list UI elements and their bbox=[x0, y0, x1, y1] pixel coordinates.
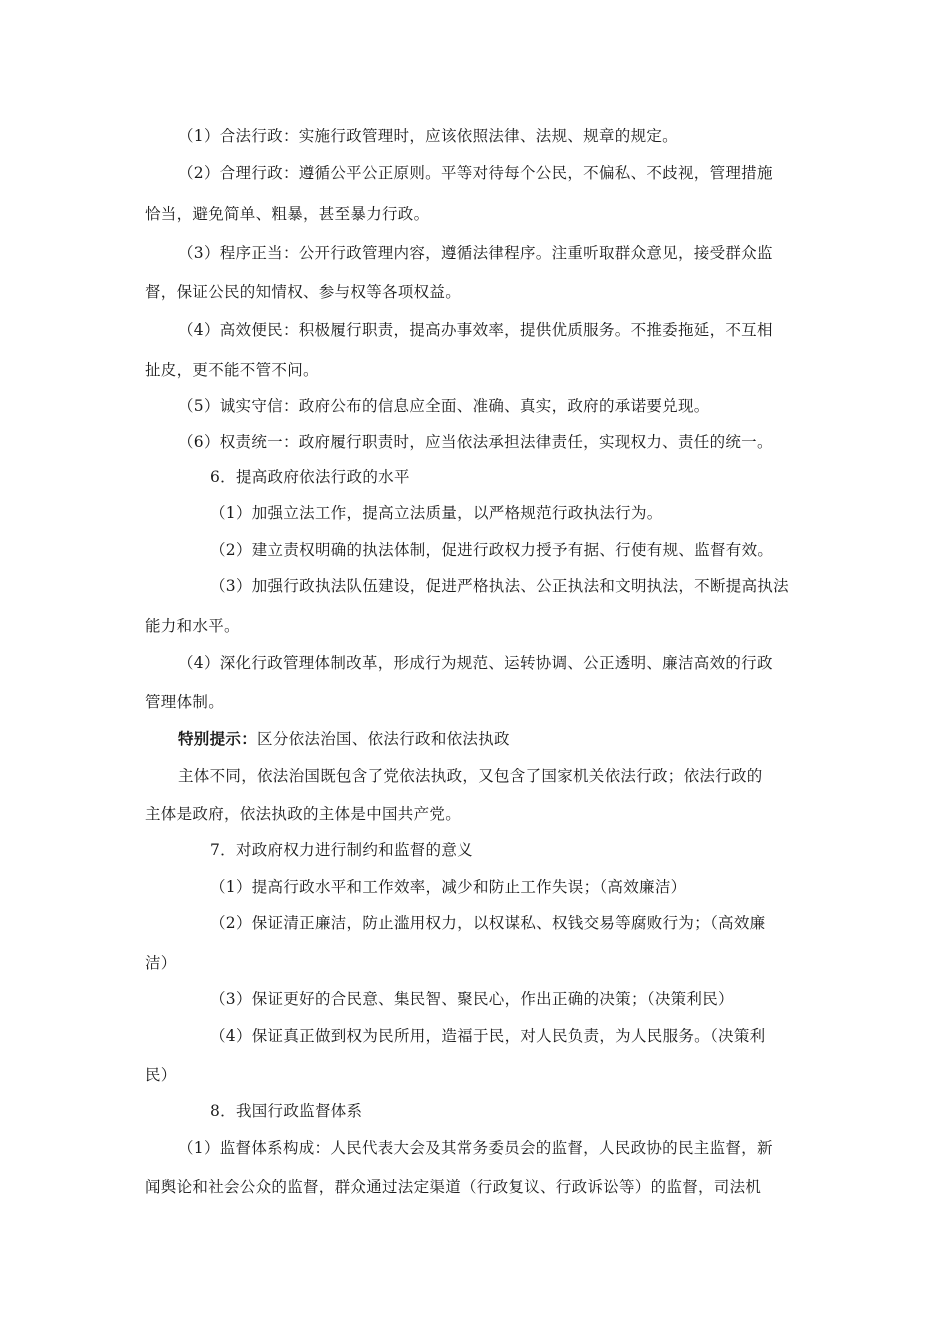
section-heading: 7．对政府权力进行制约和监督的意义 bbox=[210, 841, 473, 859]
text-line: 管理体制。 bbox=[145, 693, 225, 711]
text-line: （6）权责统一：政府履行职责时，应当依法承担法律责任，实现权力、责任的统一。 bbox=[178, 433, 773, 451]
text-line: （5）诚实守信：政府公布的信息应全面、准确、真实，政府的承诺要兑现。 bbox=[178, 397, 710, 415]
text-line: （4）深化行政管理体制改革，形成行为规范、运转协调、公正透明、廉洁高效的行政 bbox=[178, 654, 773, 672]
text-line: （2）合理行政：遵循公平公正原则。平等对待每个公民，不偏私、不歧视，管理措施 bbox=[178, 164, 773, 182]
text-line: 督，保证公民的知情权、参与权等各项权益。 bbox=[145, 283, 462, 301]
text-line: （3）程序正当：公开行政管理内容，遵循法律程序。注重听取群众意见，接受群众监 bbox=[178, 244, 773, 262]
section-heading: 8．我国行政监督体系 bbox=[210, 1102, 363, 1120]
text-line: 洁） bbox=[145, 954, 177, 972]
text-line: 扯皮，更不能不管不问。 bbox=[145, 361, 319, 379]
text-line: （3）保证更好的合民意、集民智、聚民心，作出正确的决策；（决策利民） bbox=[210, 990, 734, 1008]
text-line: （1）合法行政：实施行政管理时，应该依照法律、法规、规章的规定。 bbox=[178, 127, 678, 145]
text-line: （4）高效便民：积极履行职责，提高办事效率，提供优质服务。不推委拖延，不互相 bbox=[178, 321, 773, 339]
text-line: 主体不同，依法治国既包含了党依法执政，又包含了国家机关依法行政；依法行政的 bbox=[178, 767, 763, 785]
text-line: 能力和水平。 bbox=[145, 617, 240, 635]
special-note-text: 区分依法治国、依法行政和依法执政 bbox=[257, 730, 510, 748]
text-line: （2）保证清正廉洁，防止滥用权力，以权谋私、权钱交易等腐败行为；（高效廉 bbox=[210, 914, 766, 932]
text-line: 主体是政府，依法执政的主体是中国共产党。 bbox=[145, 805, 462, 823]
text-line: （2）建立责权明确的执法体制，促进行政权力授予有据、行使有规、监督有效。 bbox=[210, 541, 774, 559]
text-line: 恰当，避免简单、粗暴，甚至暴力行政。 bbox=[145, 205, 430, 223]
text-line: 闻舆论和社会公众的监督，群众通过法定渠道（行政复议、行政诉讼等）的监督，司法机 bbox=[145, 1178, 762, 1196]
text-line: 民） bbox=[145, 1066, 177, 1084]
text-line: （4）保证真正做到权为民所用，造福于民，对人民负责，为人民服务。（决策利 bbox=[210, 1027, 766, 1045]
special-note bbox=[178, 729, 510, 749]
text-line: （3）加强行政执法队伍建设，促进严格执法、公正执法和文明执法，不断提高执法 bbox=[210, 577, 789, 595]
special-note-label: 特别提示： bbox=[178, 729, 258, 748]
text-line: （1）监督体系构成：人民代表大会及其常务委员会的监督，人民政协的民主监督，新 bbox=[178, 1139, 773, 1157]
section-heading: 6．提高政府依法行政的水平 bbox=[210, 468, 410, 486]
text-line: （1）加强立法工作，提高立法质量，以严格规范行政执法行为。 bbox=[210, 504, 663, 522]
text-line: （1）提高行政水平和工作效率，减少和防止工作失误；（高效廉洁） bbox=[210, 878, 687, 896]
